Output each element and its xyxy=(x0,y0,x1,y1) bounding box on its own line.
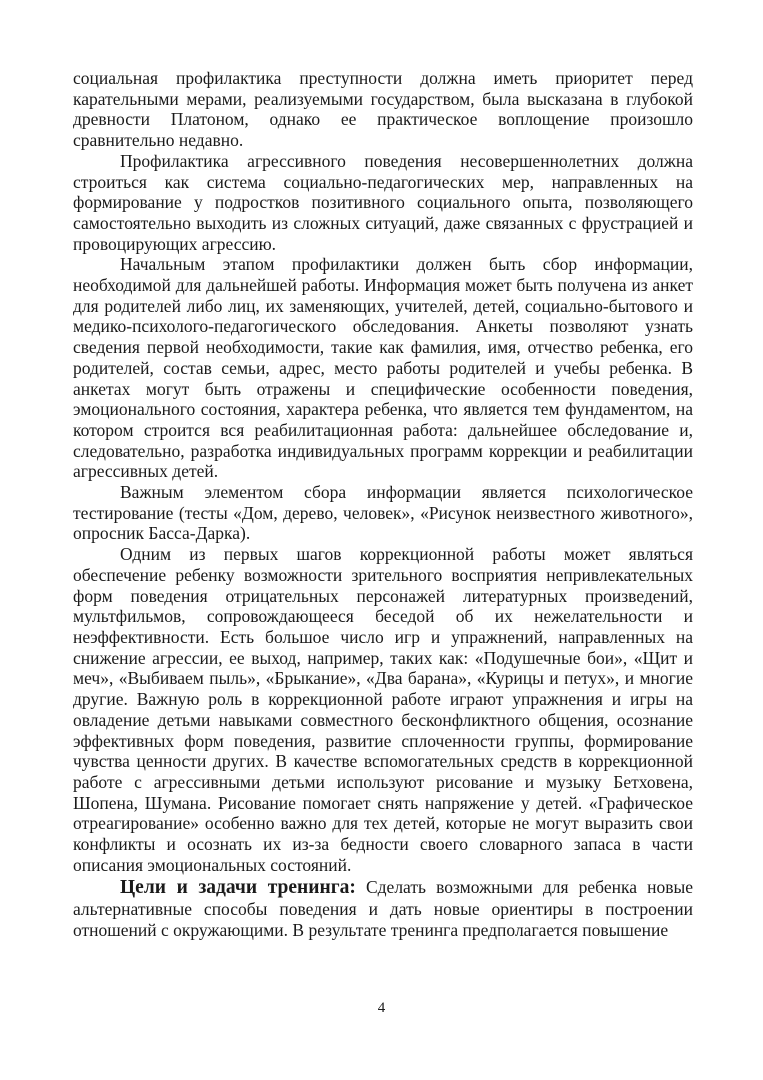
paragraph-information-gathering: Начальным этапом профилактики должен быть сбор информации, необходимой для дальнейшей работы. Информация может быть получена из анкет для родителей либо лиц, их заменяющих, учителей, детей, социально-бытового и медико-психолого-педагогического обследования. Анкеты позволяют узнать сведения первой необходимости, такие как фамилия, имя, отчество ребенка, его родителей, состав семьи, адрес, место работы родителей и учебы ребенка. В анкетах могут быть отражены и специфические особенности поведения, эмоционального состояния, характера ребенка, что является тем фундаментом, на котором строится вся реабилитационная работа: дальнейшее обследование и, следовательно, разработка индивидуальных программ коррекции и реабилитации агрессивных детей. xyxy=(73,254,693,482)
page-number: 4 xyxy=(377,1000,386,1016)
goals-paragraph xyxy=(73,877,693,940)
goals-heading: Цели и задачи тренинга: xyxy=(120,877,356,899)
paragraph-correction-work: Одним из первых шагов коррекционной работы может являться обеспечение ребенку возможности зрительного восприятия непривлекательных форм поведения отрицательных персонажей литературных произведений, мультфильмов, сопровождающееся беседой об их нежелательности и неэффективности. Есть большое число игр и упражнений, направленных на снижение агрессии, ее выход, например, таких как: «Подушечные бои», «Щит и меч», «Выбиваем пыль», «Брыкание», «Два барана», «Курицы и петух», и многие другие. Важную роль в коррекционной работе играют упражнения и игры на овладение детьми навыками совместного бесконфликтного общения, осознание эффективных форм поведения, развитие сплоченности группы, формирование чувства ценности других. В качестве вспомогательных средств в коррекционной работе с агрессивными детьми используют рисование и музыку Бетховена, Шопена, Шумана. Рисование помогает снять напряжение у детей. «Графическое отреагирование» особенно важно для тех детей, которые не могут выразить свои конфликты и осознать их из-за бедности своего словарного запаса в части описания эмоциональных состояний. xyxy=(73,544,693,875)
body-text xyxy=(73,68,693,941)
paragraph-aggression-prevention: Профилактика агрессивного поведения несовершеннолетних должна строиться как система социально-педагогических мер, направленных на формирование у подростков позитивного социального опыта, позволяющего самостоятельно выходить из сложных ситуаций, даже связанных с фрустрацией и провоцирующих агрессию. xyxy=(73,150,693,254)
paragraph-crime-prevention: социальная профилактика преступности должна иметь приоритет перед карательными мерами, реализуемыми государством, была высказана в глубокой древности Платоном, однако ее практическое воплощение произошло сравнительно недавно. xyxy=(73,68,693,151)
paragraph-psychological-testing: Важным элементом сбора информации является психологическое тестирование (тесты «Дом, дерево, человек», «Рисунок неизвестного животного», опросник Басса-Дарка). xyxy=(73,482,693,544)
goals-text: Сделать возможными для ребенка новые альтернативные способы поведения и дать новые ориентиры в построении отношений с окружающими. В результате тренинга предполагается повышение xyxy=(73,877,693,940)
